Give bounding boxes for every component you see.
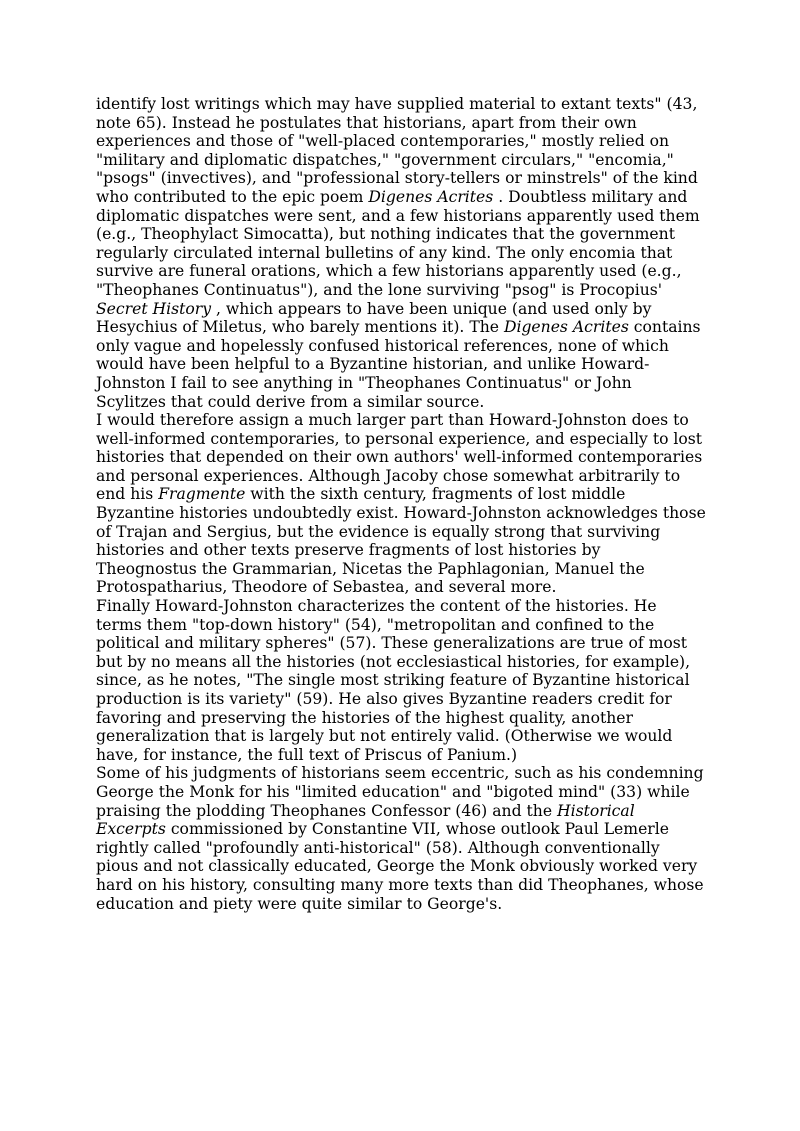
paragraph-content-of-histories [96, 597, 706, 764]
italic-title: Historical Excerpts [96, 801, 640, 839]
italic-title: Secret History [96, 299, 212, 318]
italic-title: Digenes Acrites [368, 187, 494, 206]
paragraph-judgments [96, 764, 709, 913]
text-run: commissioned by Constantine VII, whose outlook Paul Lemerle rightly called "profoundly anti-historical" (58). Although conventionally pious and not classically educated, George the Monk obviously worked very hard on his history, consulting many more texts than did Theophanes, whose education and piety were quite similar to George's. [96, 820, 709, 913]
paragraph-sources [96, 95, 706, 411]
text-run: , which appears to have been unique (and used only by Hesychius of Miletus, who barely mentions it). The [96, 299, 657, 337]
text-run: Some of his judgments of historians seem eccentric, such as his condemning George the Monk for his "limited education" and "bigoted mind" (33) while praising the plodding Theophanes Confessor (46) and the [96, 764, 709, 820]
text-run: with the sixth century, fragments of lost middle Byzantine histories undoubtedly exist. Howard-Johnston acknowledges those of Trajan and Sergius, but the evidence is equally strong that surviving histories and other texts preserve fragments of lost histories by Theognostus the Grammarian, Nicetas the Paphlagonian, Manuel the Protospatharius, Theodore of Sebastea, and several more. [96, 485, 711, 597]
italic-title: Fragmente [158, 485, 246, 504]
italic-title: Digenes Acrites [503, 318, 629, 337]
text-run: identify lost writings which may have supplied material to extant texts" (43, note 65). Instead he postulates that historians, apart from their own experiences and those of "well-placed contemporaries," mostly relied on "military and diplomatic dispatches," "government circulars," "encomia," "psogs" (invectives), and "professional story-tellers or minstrels" of the kind who contributed to the epic poem [96, 95, 703, 206]
text-run: I would therefore assign a much larger part than Howard-Johnston does to well-informed contemporaries, to personal experience, and especially to lost histories that depended on their own authors' well-informed contemporaries and personal experiences. Although Jacoby chose somewhat arbitrarily to end his [96, 411, 708, 504]
text-run: Finally Howard-Johnston characterizes the content of the histories. He terms them "top-down history" (54), "metropolitan and confined to the political and military spheres" (57). These generalizations are true of most but by no means all the histories (not ecclesiastical histories, for example), since, as he notes, "The single most striking feature of Byzantine historical production is its variety" (59). He also gives Byzantine readers credit for favoring and preserving the histories of the highest quality, another generalization that is largely but not entirely valid. (Otherwise we would have, for instance, the full text of Priscus of Panium.) [96, 597, 696, 764]
paragraph-lost-histories [96, 411, 711, 597]
text-run: . Doubtless military and diplomatic dispatches were sent, and a few historians apparently used them (e.g., Theophylact Simocatta), but nothing indicates that the government regularly circulated internal bulletins of any kind. The only encomia that survive are funeral orations, which a few historians apparently used (e.g., "Theophanes Continuatus"), and the lone surviving "psog" is Procopius' [96, 187, 705, 299]
text-run: contains only vague and hopelessly confused historical references, none of which would have been helpful to a Byzantine historian, and unlike Howard-Johnston I fail to see anything in "Theophanes Continuatus" or John Scylitzes that could derive from a similar source. [96, 318, 706, 411]
document-body [96, 95, 711, 913]
